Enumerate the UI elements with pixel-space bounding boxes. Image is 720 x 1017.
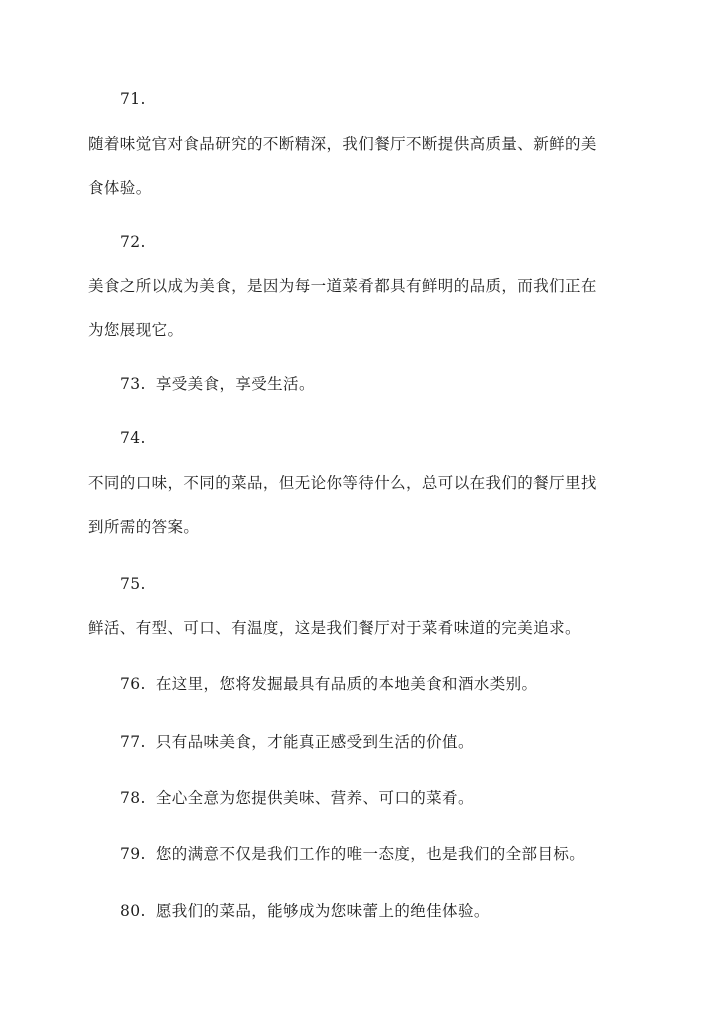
item-75-number	[120, 574, 640, 594]
item-74-text-line2: 到所需的答案。	[88, 518, 200, 536]
item-text: 愿我们的菜品，能够成为您味蕾上的绝佳体验。	[155, 902, 490, 920]
item-number: 74.	[120, 429, 146, 447]
item-text: 在这里，您将发掘最具有品质的本地美食和酒水类别。	[155, 675, 538, 693]
item-text: 全心全意为您提供美味、营养、可口的菜肴。	[155, 789, 474, 807]
item-75-text-line1: 鲜活、有型、可口、有温度，这是我们餐厅对于菜肴味道的完美追求。	[88, 619, 581, 637]
item-number: 76.	[120, 675, 146, 693]
item-text: 您的满意不仅是我们工作的唯一态度，也是我们的全部目标。	[155, 845, 586, 863]
item-number: 79.	[120, 845, 146, 863]
item-74-number	[120, 428, 640, 448]
item-number: 73.	[120, 375, 146, 393]
item-number: 78.	[120, 789, 146, 807]
item-number: 71.	[120, 90, 146, 108]
item-80	[120, 901, 640, 921]
item-text: 只有品味美食，才能真正感受到生活的价值。	[155, 733, 474, 751]
item-72-text-line1: 美食之所以成为美食，是因为每一道菜肴都具有鲜明的品质，而我们正在	[88, 277, 597, 295]
item-73	[120, 374, 640, 394]
item-77	[120, 732, 640, 752]
item-number: 75.	[120, 575, 146, 593]
item-number: 80.	[120, 902, 146, 920]
item-72-text-line2: 为您展现它。	[88, 321, 184, 339]
item-74-text-line1: 不同的口味，不同的菜品，但无论你等待什么，总可以在我们的餐厅里找	[88, 474, 597, 492]
item-78	[120, 788, 640, 808]
item-number: 72.	[120, 233, 146, 251]
item-72-number	[120, 232, 640, 252]
item-76	[120, 674, 640, 694]
item-79	[120, 844, 640, 864]
item-71-number	[120, 89, 640, 109]
item-number: 77.	[120, 733, 146, 751]
item-71-text-line2: 食体验。	[88, 179, 152, 197]
item-text: 享受美食，享受生活。	[155, 375, 315, 393]
item-71-text-line1: 随着味觉官对食品研究的不断精深，我们餐厅不断提供高质量、新鲜的美	[88, 135, 597, 153]
